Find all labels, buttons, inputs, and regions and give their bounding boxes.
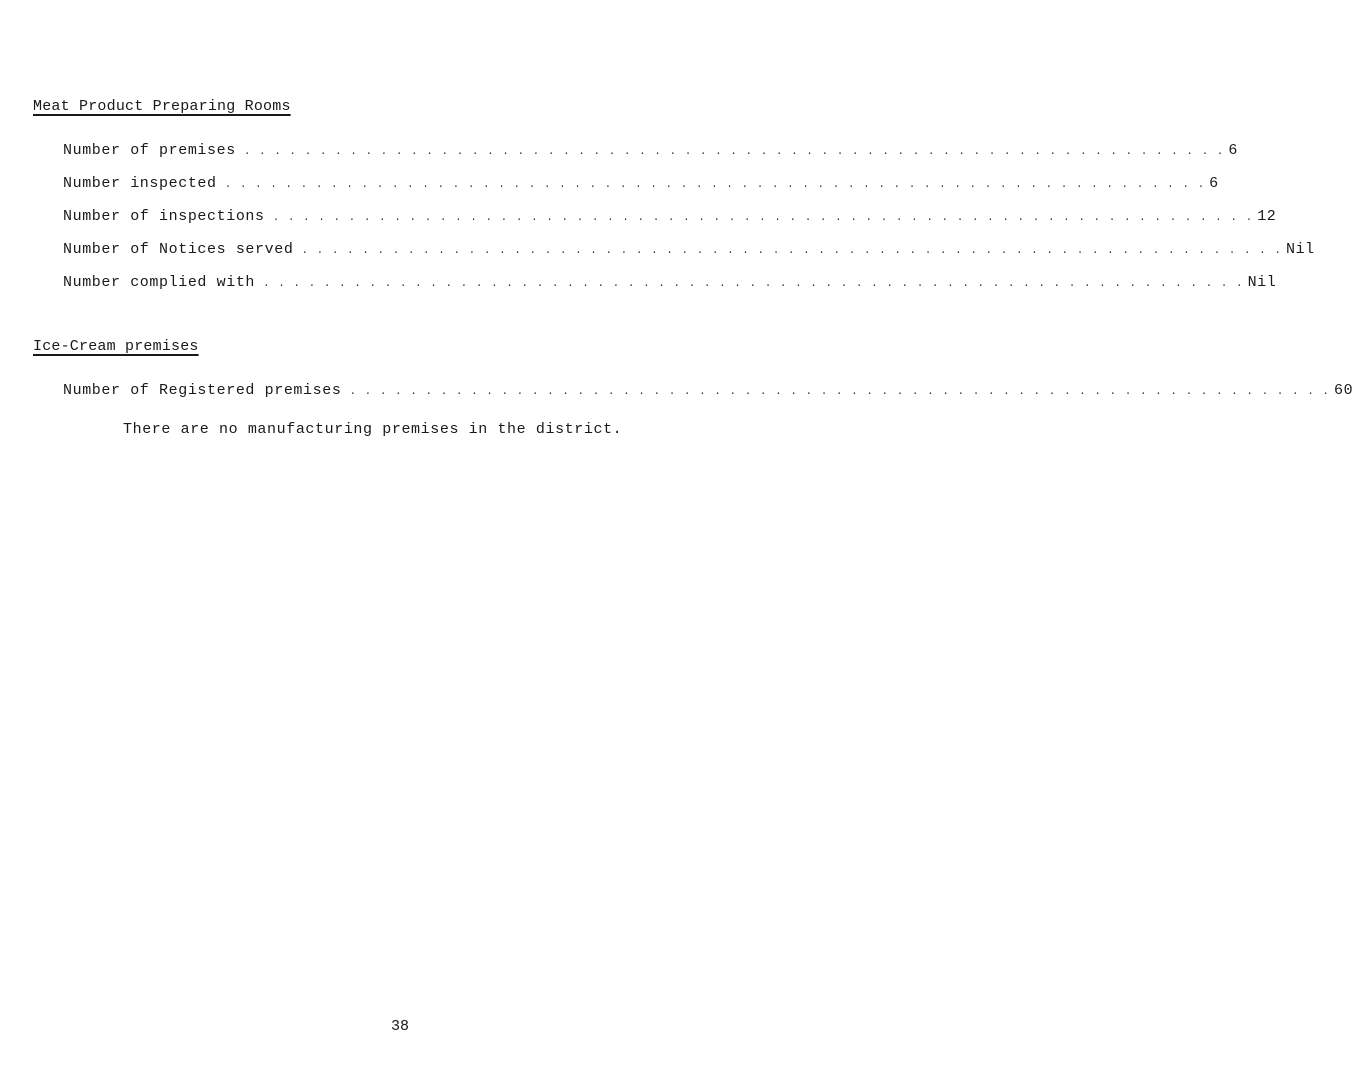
dot-leader: . . . . . . . . . . . . . . . . . . . . . . . . . . . . . . . . . . . . . . . . . . . . . . . . . . . . . . . . . . . . . . . . .	[272, 212, 1254, 224]
meat-row-inspections	[63, 208, 1277, 225]
row-label: Number of premises	[63, 142, 236, 159]
dot-leader: . . . . . . . . . . . . . . . . . . . . . . . . . . . . . . . . . . . . . . . . . . . . . . . . . . . . . . . . . . . . . . . . .	[243, 146, 1225, 158]
manufacturing-note: There are no manufacturing premises in the district.	[123, 421, 623, 438]
row-label: Number inspected	[63, 175, 217, 192]
row-label: Number complied with	[63, 274, 256, 291]
meat-row-complied	[63, 274, 1277, 291]
row-value: Nil	[1285, 241, 1315, 258]
row-value: 6	[1209, 175, 1219, 192]
page-number: 38	[390, 1018, 409, 1035]
meat-row-inspected	[63, 175, 1219, 192]
meat-row-notices-served	[63, 241, 1315, 258]
meat-row-premises	[63, 142, 1238, 159]
row-label: Number of inspections	[63, 208, 265, 225]
row-value: Nil	[1247, 274, 1277, 291]
icecream-row-registered	[63, 382, 1353, 399]
row-value: 60	[1334, 382, 1353, 399]
row-value: 12	[1257, 208, 1277, 225]
row-label: Number of Registered premises	[63, 382, 342, 399]
row-label: Number of Notices served	[63, 241, 294, 258]
dot-leader: . . . . . . . . . . . . . . . . . . . . . . . . . . . . . . . . . . . . . . . . . . . . . . . . . . . . . . . . . . . . . . . . .	[301, 245, 1282, 257]
meat-section-heading: Meat Product Preparing Rooms	[33, 98, 291, 115]
dot-leader: . . . . . . . . . . . . . . . . . . . . . . . . . . . . . . . . . . . . . . . . . . . . . . . . . . . . . . . . . . . . . . . . .	[224, 179, 1206, 191]
dot-leader: . . . . . . . . . . . . . . . . . . . . . . . . . . . . . . . . . . . . . . . . . . . . . . . . . . . . . . . . . . . . . . . . .	[263, 278, 1244, 290]
icecream-section-heading: Ice-Cream premises	[33, 338, 199, 355]
row-value: 6	[1228, 142, 1238, 159]
dot-leader: . . . . . . . . . . . . . . . . . . . . . . . . . . . . . . . . . . . . . . . . . . . . . . . . . . . . . . . . . . . . . . . . .	[349, 386, 1330, 398]
